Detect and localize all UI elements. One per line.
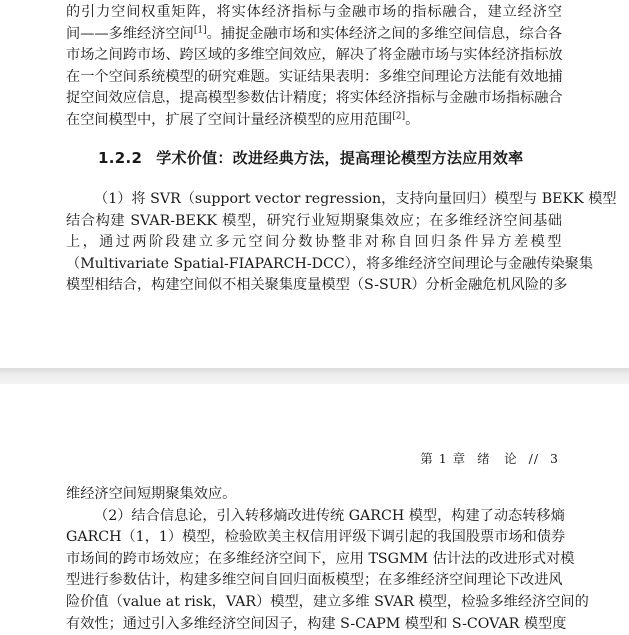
text-fragment: 。 <box>405 111 420 128</box>
text-line: 捉空间效应信息，提高模型参数估计精度；将实体经济指标与金融市场指标融合 <box>66 90 563 107</box>
text-line: 市场间的跨市场效应；在多维经济空间下，应用 TSGMM 估计法的改进形式对模 <box>66 550 575 567</box>
running-head <box>414 449 559 467</box>
text-fragment: 。捕捉金融市场和实体经济之间的多维空间信息，综合各 <box>206 25 562 42</box>
text-line: GARCH（1，1）模型，检验欧美主权信用评级下调引起的我国股票市场和债券 <box>66 529 566 546</box>
section-number: 1.2.2 <box>98 149 143 167</box>
text-line: 上，通过两阶段建立多元空间分数协整非对称自回归条件异方差模型 <box>66 234 562 251</box>
citation-ref[interactable]: [1] <box>193 24 207 35</box>
text-line: 型进行参数估计，构建多维空间自回归面板模型；在多维经济空间理论下改进风 <box>66 572 563 589</box>
text-line: 险价值（value at risk，VAR）模型，建立多维 SVAR 模型，检验多维经济空间的 <box>66 593 589 610</box>
text-line: 市场之间跨市场、跨区域的多维空间效应，解决了将金融市场与实体经济指标放 <box>66 47 563 64</box>
citation-ref[interactable]: [2] <box>392 111 406 122</box>
text-line: 模型相结合，构建空间似不相关聚集度量模型（S-SUR）分析金融危机风险的多 <box>66 277 568 294</box>
text-line: 结合构建 SVAR-BEKK 模型，研究行业短期聚集效应；在多维经济空间基础 <box>66 212 562 229</box>
text-line: 在一个空间系统模型的研究难题。实证结果表明：多维空间理论方法能有效地捕 <box>66 68 563 85</box>
running-head-separator: // <box>528 451 540 466</box>
page-bottom <box>0 384 629 634</box>
text-fragment: 在空间模型中，扩展了空间计量经济模型的应用范围 <box>66 111 393 128</box>
paragraph-information-theory <box>66 484 589 635</box>
paragraph-svar-bekk <box>66 189 617 297</box>
text-line: （1）将 SVR（support vector regression，支持向量回归）模型与 BEKK 模型 <box>94 191 617 207</box>
text-line: 有效性；通过引入多维经济空间因子，构建 S-CAPM 模型和 S-COVAR 模型度 <box>66 615 567 632</box>
text-line: （Multivariate Spatial-FIAPARCH-DCC），将多维经济空间理论与金融传染聚集 <box>66 255 594 272</box>
text-line <box>66 110 562 132</box>
section-title: 学术价值：改进经典方法，提高理论模型方法应用效率 <box>156 149 524 167</box>
text-fragment: 间——多维经济空间 <box>66 25 194 42</box>
text-line: 维经济空间短期聚集效应。 <box>66 486 237 502</box>
running-head-title: 绪 论 <box>477 451 518 466</box>
text-line <box>66 24 562 46</box>
page-separator <box>0 368 629 384</box>
text-line: （2）结合信息论，引入转移熵改进传统 GARCH 模型，构建了动态转移熵 <box>94 507 565 524</box>
text-line: 的引力空间权重矩阵，将实体经济指标与金融市场的指标融合，建立经济空 <box>66 4 562 20</box>
paragraph-spatial-weights <box>66 2 562 132</box>
running-head-chapter: 第 1 章 <box>420 451 467 466</box>
page-number: 3 <box>550 451 559 466</box>
section-heading <box>98 147 523 168</box>
